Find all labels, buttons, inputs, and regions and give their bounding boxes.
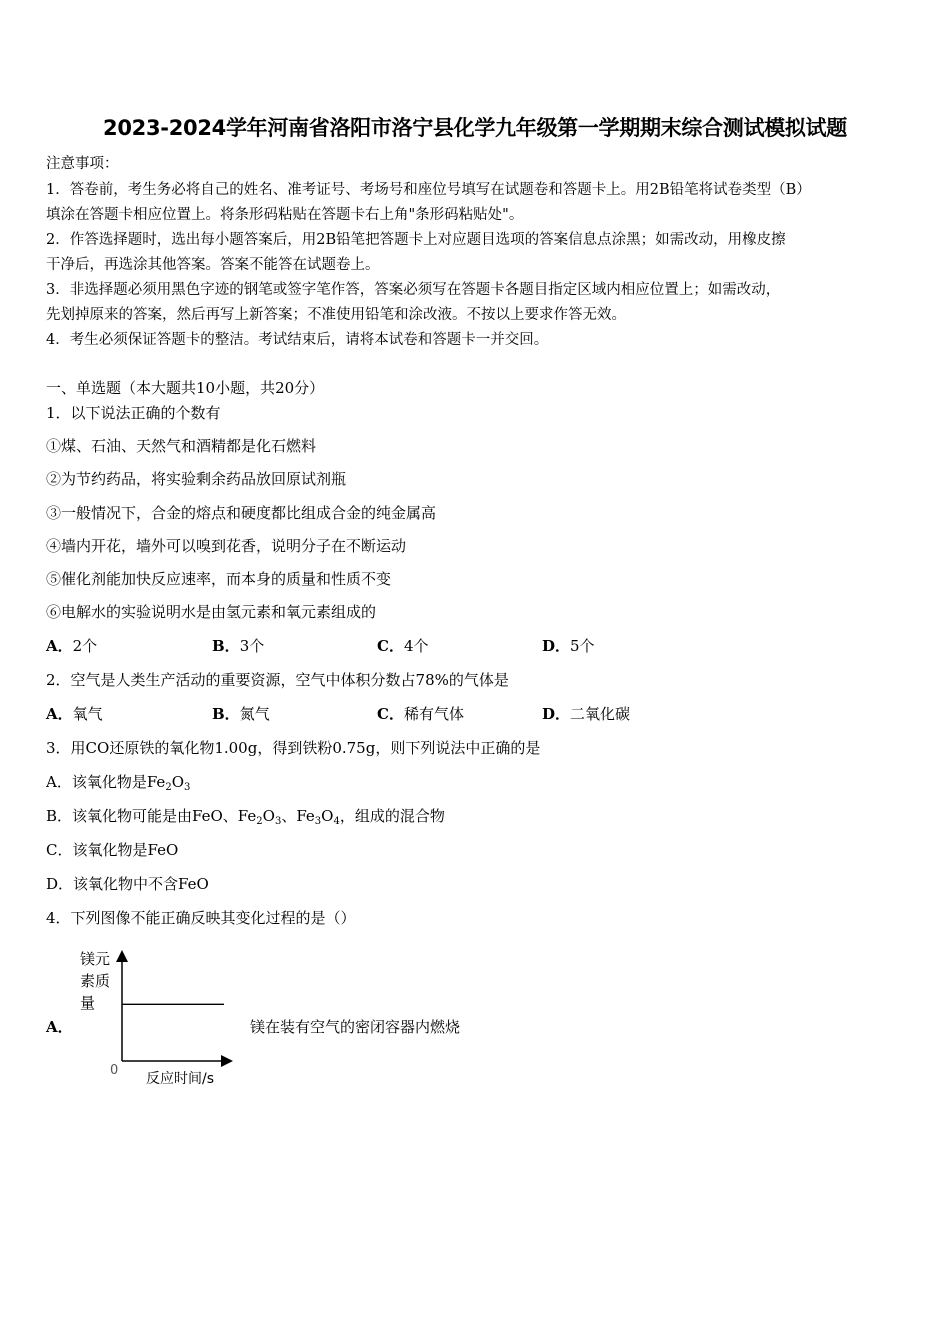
y-axis-label-line: 镁元 (80, 950, 111, 968)
q1-option-d[interactable] (542, 635, 595, 656)
subscript: 4 (333, 816, 340, 827)
q1-item: ④墙内开花，墙外可以嗅到花香，说明分子在不断运动 (46, 537, 407, 555)
notes-line: 4．考生必须保证答题卡的整洁。考试结束后，请将本试卷和答题卡一并交回。 (46, 332, 549, 348)
option-key: B． (212, 637, 240, 655)
q2-option-a[interactable] (46, 703, 103, 724)
exam-title: 2023-2024学年河南省洛阳市洛宁县化学九年级第一学期期末综合测试模拟试题 (103, 116, 847, 140)
notes-line: 填涂在答题卡相应位置上。将条形码粘贴在答题卡右上角"条形码粘贴处"。 (46, 207, 524, 223)
option-text: 4个 (403, 637, 429, 655)
notes-line: 3．非选择题必须用黑色字迹的钢笔或签字笔作答，答案必须写在答题卡各题目指定区域内相应位置上；如需改动， (46, 282, 781, 298)
notes-line: 2．作答选择题时，选出每小题答案后，用2B铅笔把答题卡上对应题目选项的答案信息点涂黑；如需改动，用橡皮擦 (46, 232, 786, 248)
option-key: D． (542, 705, 571, 723)
origin-label: 0 (110, 1063, 119, 1078)
section-heading: 一、单选题（本大题共10小题，共20分） (46, 379, 325, 397)
q2-option-c[interactable] (377, 703, 464, 724)
option-key: C． (377, 637, 404, 655)
q4-stem: 4．下列图像不能正确反映其变化过程的是（） (46, 909, 356, 927)
option-text: A．该氧化物是Fe (46, 773, 166, 791)
q1-item: ⑤催化剂能加快反应速率，而本身的质量和性质不变 (46, 570, 392, 588)
x-axis-label: 反应时间/s (146, 1071, 215, 1087)
q3-option-b[interactable] (46, 805, 445, 827)
option-text: O (321, 807, 334, 825)
subscript: 3 (274, 816, 282, 827)
subscript: 3 (314, 816, 322, 827)
option-text: 氧气 (72, 705, 103, 723)
option-text: 3个 (239, 637, 265, 655)
q2-option-d[interactable] (542, 703, 630, 724)
q4-option-a-chart (72, 945, 242, 1090)
notes-line: 1．答卷前，考生务必将自己的姓名、准考证号、考场号和座位号填写在试题卷和答题卡上。用2B铅笔将试卷类型（B） (46, 182, 811, 198)
q4-option-a-caption: 镁在装有空气的密闭容器内燃烧 (250, 1018, 461, 1036)
q1-item: ①煤、石油、天然气和酒精都是化石燃料 (46, 437, 317, 455)
q4-option-a-key[interactable]: A． (46, 1018, 73, 1036)
q1-item: ③一般情况下，合金的熔点和硬度都比组成合金的纯金属高 (46, 504, 437, 522)
option-key: D． (542, 637, 571, 655)
q3-option-d[interactable]: D．该氧化物中不含FeO (46, 875, 209, 893)
option-text: O (262, 807, 275, 825)
q3-option-c[interactable]: C．该氧化物是FeO (46, 841, 179, 859)
q1-item: ②为节约药品，将实验剩余药品放回原试剂瓶 (46, 470, 347, 488)
q1-option-a[interactable] (46, 635, 97, 656)
option-text: 氮气 (239, 705, 270, 723)
y-axis-label-line: 量 (80, 994, 96, 1012)
option-key: B． (212, 705, 240, 723)
q1-stem: 1．以下说法正确的个数有 (46, 404, 221, 422)
notes-line: 干净后，再选涂其他答案。答案不能答在试题卷上。 (46, 257, 380, 273)
q1-option-c[interactable] (377, 635, 429, 656)
q1-option-b[interactable] (212, 635, 264, 656)
option-text: 5个 (570, 637, 595, 655)
option-text: O (171, 773, 184, 791)
q3-stem: 3．用CO还原铁的氧化物1.00g，得到铁粉0.75g，则下列说法中正确的是 (46, 739, 541, 757)
option-text: ，组成的混合物 (339, 807, 445, 825)
option-text: 二氧化碳 (570, 705, 631, 723)
subscript: 2 (256, 816, 263, 827)
option-key: A． (46, 637, 73, 655)
notes-line: 先划掉原来的答案，然后再写上新答案；不准使用铅笔和涂改液。不按以上要求作答无效。 (46, 307, 626, 323)
option-text: B．该氧化物可能是由FeO、Fe (46, 807, 257, 825)
q2-option-b[interactable] (212, 703, 270, 724)
y-axis-label-line: 素质 (80, 972, 111, 990)
q1-item: ⑥电解水的实验说明水是由氢元素和氧元素组成的 (46, 603, 377, 621)
q3-option-a[interactable] (46, 771, 190, 793)
option-text: 稀有气体 (403, 705, 464, 723)
subscript: 3 (184, 782, 191, 793)
option-key: C． (377, 705, 404, 723)
option-text: 2个 (72, 637, 98, 655)
option-text: 、Fe (281, 807, 315, 825)
notes-heading: 注意事项： (46, 156, 119, 172)
q2-stem: 2．空气是人类生产活动的重要资源，空气中体积分数占78%的气体是 (46, 671, 509, 689)
subscript: 2 (165, 782, 172, 793)
option-key: A． (46, 705, 73, 723)
